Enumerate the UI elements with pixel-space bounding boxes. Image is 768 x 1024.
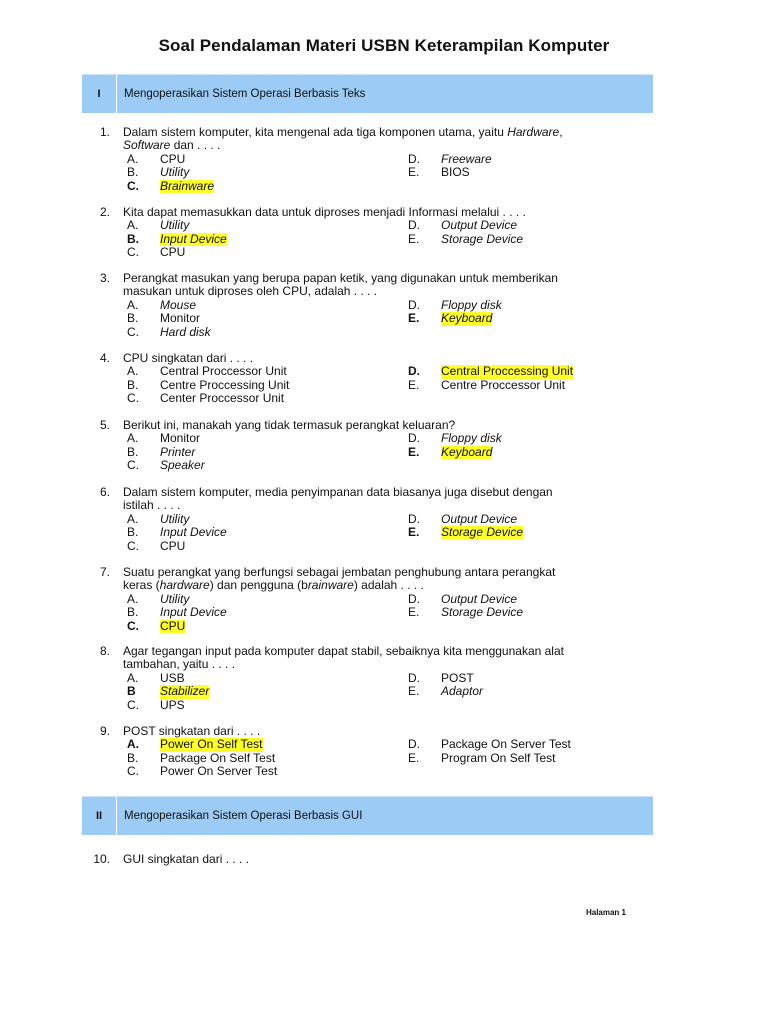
question-10 bbox=[90, 853, 650, 866]
option-letter: A. bbox=[127, 591, 139, 606]
answer-options bbox=[127, 299, 650, 339]
option-letter: E. bbox=[408, 684, 420, 699]
option-text: Centre Proccessor Unit bbox=[441, 377, 566, 392]
answer-option bbox=[408, 299, 608, 312]
question-number: 8. bbox=[99, 644, 110, 658]
option-letter: A. bbox=[127, 297, 139, 312]
option-text: Utility bbox=[160, 511, 190, 526]
question-number: 4. bbox=[99, 351, 110, 365]
section-header-1 bbox=[82, 74, 653, 113]
correct-answer-text: Central Proccessing Unit bbox=[441, 364, 574, 379]
option-letter: E. bbox=[408, 750, 420, 765]
question-3 bbox=[90, 272, 650, 339]
answer-option bbox=[127, 392, 408, 405]
answer-option bbox=[127, 459, 408, 472]
option-letter: B. bbox=[127, 750, 139, 765]
option-letter: E. bbox=[408, 525, 420, 540]
correct-answer-text: Input Device bbox=[160, 231, 227, 246]
question-text: Dalam sistem komputer, kita mengenal ada tiga komponen utama, yaitu Hardware, Software dan . . . . bbox=[123, 125, 563, 153]
option-letter: B. bbox=[127, 377, 139, 392]
option-letter: B. bbox=[127, 231, 139, 246]
answer-option bbox=[127, 752, 408, 765]
answer-option bbox=[127, 513, 408, 526]
answer-options bbox=[127, 432, 650, 472]
option-text: BIOS bbox=[441, 165, 470, 180]
option-text: Floppy disk bbox=[441, 297, 502, 312]
answer-option bbox=[408, 513, 608, 526]
answer-option bbox=[408, 606, 608, 619]
question-number: 3. bbox=[99, 271, 110, 285]
option-letter: A. bbox=[127, 737, 139, 752]
answer-option bbox=[127, 166, 408, 179]
option-letter: E. bbox=[408, 377, 420, 392]
answer-option bbox=[127, 620, 408, 633]
option-letter: C. bbox=[127, 618, 139, 633]
answer-option bbox=[408, 312, 608, 325]
page-title: Soal Pendalaman Materi USBN Keterampilan Komputer bbox=[158, 36, 610, 55]
answer-options bbox=[127, 513, 650, 553]
answer-option bbox=[408, 432, 608, 445]
option-letter: A. bbox=[127, 151, 139, 166]
option-letter: C. bbox=[127, 458, 139, 473]
question-2 bbox=[90, 206, 650, 260]
option-letter: C. bbox=[127, 764, 139, 779]
answer-option bbox=[127, 219, 408, 232]
answer-option bbox=[408, 672, 608, 685]
question-8 bbox=[90, 645, 650, 712]
option-letter: C. bbox=[127, 245, 139, 260]
option-text: Output Device bbox=[441, 218, 518, 233]
option-text: Floppy disk bbox=[441, 431, 502, 446]
option-letter: C. bbox=[127, 538, 139, 553]
option-text: Storage Device bbox=[441, 231, 524, 246]
correct-answer-text: Keyboard bbox=[441, 311, 493, 326]
section-label: Mengoperasikan Sistem Operasi Berbasis Teks bbox=[124, 88, 366, 100]
section-label: Mengoperasikan Sistem Operasi Berbasis GUI bbox=[124, 810, 363, 822]
section-number: II bbox=[82, 797, 117, 835]
question-number: 2. bbox=[99, 205, 110, 219]
answer-option bbox=[127, 672, 408, 685]
answer-option bbox=[127, 432, 408, 445]
question-text: Dalam sistem komputer, media penyimpanan data biasanya juga disebut dengan istilah . . . . bbox=[123, 485, 553, 513]
answer-option bbox=[127, 526, 408, 539]
option-text: Mouse bbox=[160, 297, 197, 312]
option-text: UPS bbox=[160, 697, 185, 712]
question-text: Agar tegangan input pada komputer dapat stabil, sebaiknya kita menggunakan alat tambahan, yaitu . . . . bbox=[123, 644, 564, 672]
answer-options bbox=[127, 738, 650, 778]
option-letter: B. bbox=[127, 165, 139, 180]
option-letter: B. bbox=[127, 444, 139, 459]
option-text: Output Device bbox=[441, 511, 518, 526]
section-number: I bbox=[82, 75, 117, 113]
option-text: Hard disk bbox=[160, 324, 211, 339]
option-text: Printer bbox=[160, 444, 196, 459]
answer-options bbox=[127, 153, 650, 193]
option-text: Adaptor bbox=[441, 684, 484, 699]
section-header-2 bbox=[82, 796, 653, 835]
option-text: Utility bbox=[160, 591, 190, 606]
option-letter: C. bbox=[127, 324, 139, 339]
option-letter: E. bbox=[408, 605, 420, 620]
correct-answer-text: Brainware bbox=[160, 178, 215, 193]
option-letter: E. bbox=[408, 165, 420, 180]
answer-option bbox=[127, 365, 408, 378]
option-text: POST bbox=[441, 670, 474, 685]
option-letter: A. bbox=[127, 431, 139, 446]
option-letter: D. bbox=[408, 591, 420, 606]
correct-answer-text: CPU bbox=[160, 618, 186, 633]
answer-option bbox=[408, 365, 608, 378]
answer-option bbox=[127, 593, 408, 606]
option-letter: D. bbox=[408, 511, 420, 526]
answer-option bbox=[408, 219, 608, 232]
page-number: Halaman 1 bbox=[585, 908, 626, 917]
option-letter: D. bbox=[408, 737, 420, 752]
option-letter: B. bbox=[127, 605, 139, 620]
answer-option bbox=[127, 246, 408, 259]
option-text: Program On Self Test bbox=[441, 750, 556, 765]
correct-answer-text: Storage Device bbox=[441, 525, 524, 540]
answer-option bbox=[127, 312, 408, 325]
answer-option bbox=[408, 738, 608, 751]
option-letter: A. bbox=[127, 218, 139, 233]
answer-option bbox=[127, 180, 408, 193]
option-letter: D. bbox=[408, 151, 420, 166]
option-letter: D. bbox=[408, 431, 420, 446]
question-number: 6. bbox=[99, 485, 110, 499]
option-letter: D. bbox=[408, 218, 420, 233]
question-7 bbox=[90, 566, 650, 633]
option-letter: A. bbox=[127, 364, 139, 379]
question-number: 7. bbox=[99, 565, 110, 579]
answer-option bbox=[408, 685, 608, 698]
option-letter: C. bbox=[127, 697, 139, 712]
question-text: CPU singkatan dari . . . . bbox=[123, 351, 254, 365]
question-1 bbox=[90, 126, 650, 193]
option-text: Package On Self Test bbox=[160, 750, 276, 765]
option-letter: B bbox=[127, 684, 136, 699]
answer-options bbox=[127, 365, 650, 405]
answer-options bbox=[127, 593, 650, 633]
option-letter: E. bbox=[408, 311, 420, 326]
answer-option bbox=[127, 738, 408, 751]
answer-option bbox=[408, 752, 608, 765]
question-number: 5. bbox=[99, 418, 110, 432]
question-6 bbox=[90, 486, 650, 553]
option-letter: D. bbox=[408, 670, 420, 685]
option-letter: A. bbox=[127, 511, 139, 526]
answer-option bbox=[127, 699, 408, 712]
option-text: Monitor bbox=[160, 311, 201, 326]
correct-answer-text: Keyboard bbox=[441, 444, 493, 459]
answer-option bbox=[127, 540, 408, 553]
answer-option bbox=[127, 326, 408, 339]
question-9 bbox=[90, 725, 650, 779]
answer-options bbox=[127, 672, 650, 712]
answer-option bbox=[408, 379, 608, 392]
option-letter: B. bbox=[127, 525, 139, 540]
correct-answer-text: Stabilizer bbox=[160, 684, 210, 699]
answer-option bbox=[127, 446, 408, 459]
answer-options bbox=[127, 219, 650, 259]
option-text: Utility bbox=[160, 165, 190, 180]
question-text: Kita dapat memasukkan data untuk diproses menjadi Informasi melalui . . . . bbox=[123, 205, 526, 219]
option-letter: E. bbox=[408, 231, 420, 246]
answer-option bbox=[127, 606, 408, 619]
option-letter: E. bbox=[408, 444, 420, 459]
option-text: Centre Proccessing Unit bbox=[160, 377, 290, 392]
answer-option bbox=[127, 379, 408, 392]
answer-option bbox=[408, 593, 608, 606]
question-4 bbox=[90, 352, 650, 406]
option-letter: A. bbox=[127, 670, 139, 685]
option-letter: B. bbox=[127, 311, 139, 326]
answer-option bbox=[127, 765, 408, 778]
option-text: Monitor bbox=[160, 431, 201, 446]
answer-option bbox=[127, 299, 408, 312]
option-text: Input Device bbox=[160, 605, 227, 620]
option-text: Center Proccessor Unit bbox=[160, 391, 285, 406]
option-text: Freeware bbox=[441, 151, 492, 166]
option-text: CPU bbox=[160, 151, 186, 166]
question-number: 1. bbox=[99, 125, 110, 139]
option-letter: C. bbox=[127, 178, 139, 193]
question-text: GUI singkatan dari . . . . bbox=[123, 852, 250, 866]
option-text: USB bbox=[160, 670, 185, 685]
option-letter: C. bbox=[127, 391, 139, 406]
answer-option bbox=[408, 446, 608, 459]
answer-option bbox=[127, 233, 408, 246]
answer-option bbox=[408, 233, 608, 246]
option-text: Central Proccessor Unit bbox=[160, 364, 287, 379]
option-letter: D. bbox=[408, 364, 420, 379]
option-text: Package On Server Test bbox=[441, 737, 571, 752]
answer-option bbox=[408, 526, 608, 539]
option-text: Utility bbox=[160, 218, 190, 233]
option-text: Output Device bbox=[441, 591, 518, 606]
question-text: Suatu perangkat yang berfungsi sebagai jembatan penghubung antara perangkat keras (hardware) dan pengguna (brainware) adalah . . . . bbox=[123, 565, 556, 593]
correct-answer-text: Power On Self Test bbox=[160, 737, 263, 752]
answer-option bbox=[408, 166, 608, 179]
option-text: CPU bbox=[160, 538, 186, 553]
question-text: Perangkat masukan yang berupa papan ketik, yang digunakan untuk memberikan masukan untuk diproses oleh CPU, adalah . . . . bbox=[123, 271, 558, 299]
option-letter: D. bbox=[408, 297, 420, 312]
question-5 bbox=[90, 419, 650, 473]
answer-option bbox=[127, 685, 408, 698]
question-text: POST singkatan dari . . . . bbox=[123, 724, 261, 738]
option-text: Input Device bbox=[160, 525, 227, 540]
question-text: Berikut ini, manakah yang tidak termasuk perangkat keluaran? bbox=[123, 418, 456, 432]
option-text: Storage Device bbox=[441, 605, 524, 620]
answer-option bbox=[127, 153, 408, 166]
option-text: Speaker bbox=[160, 458, 205, 473]
question-number: 9. bbox=[99, 724, 110, 738]
answer-option bbox=[408, 153, 608, 166]
question-number: 10. bbox=[93, 852, 110, 866]
option-text: Power On Server Test bbox=[160, 764, 278, 779]
option-text: CPU bbox=[160, 245, 186, 260]
